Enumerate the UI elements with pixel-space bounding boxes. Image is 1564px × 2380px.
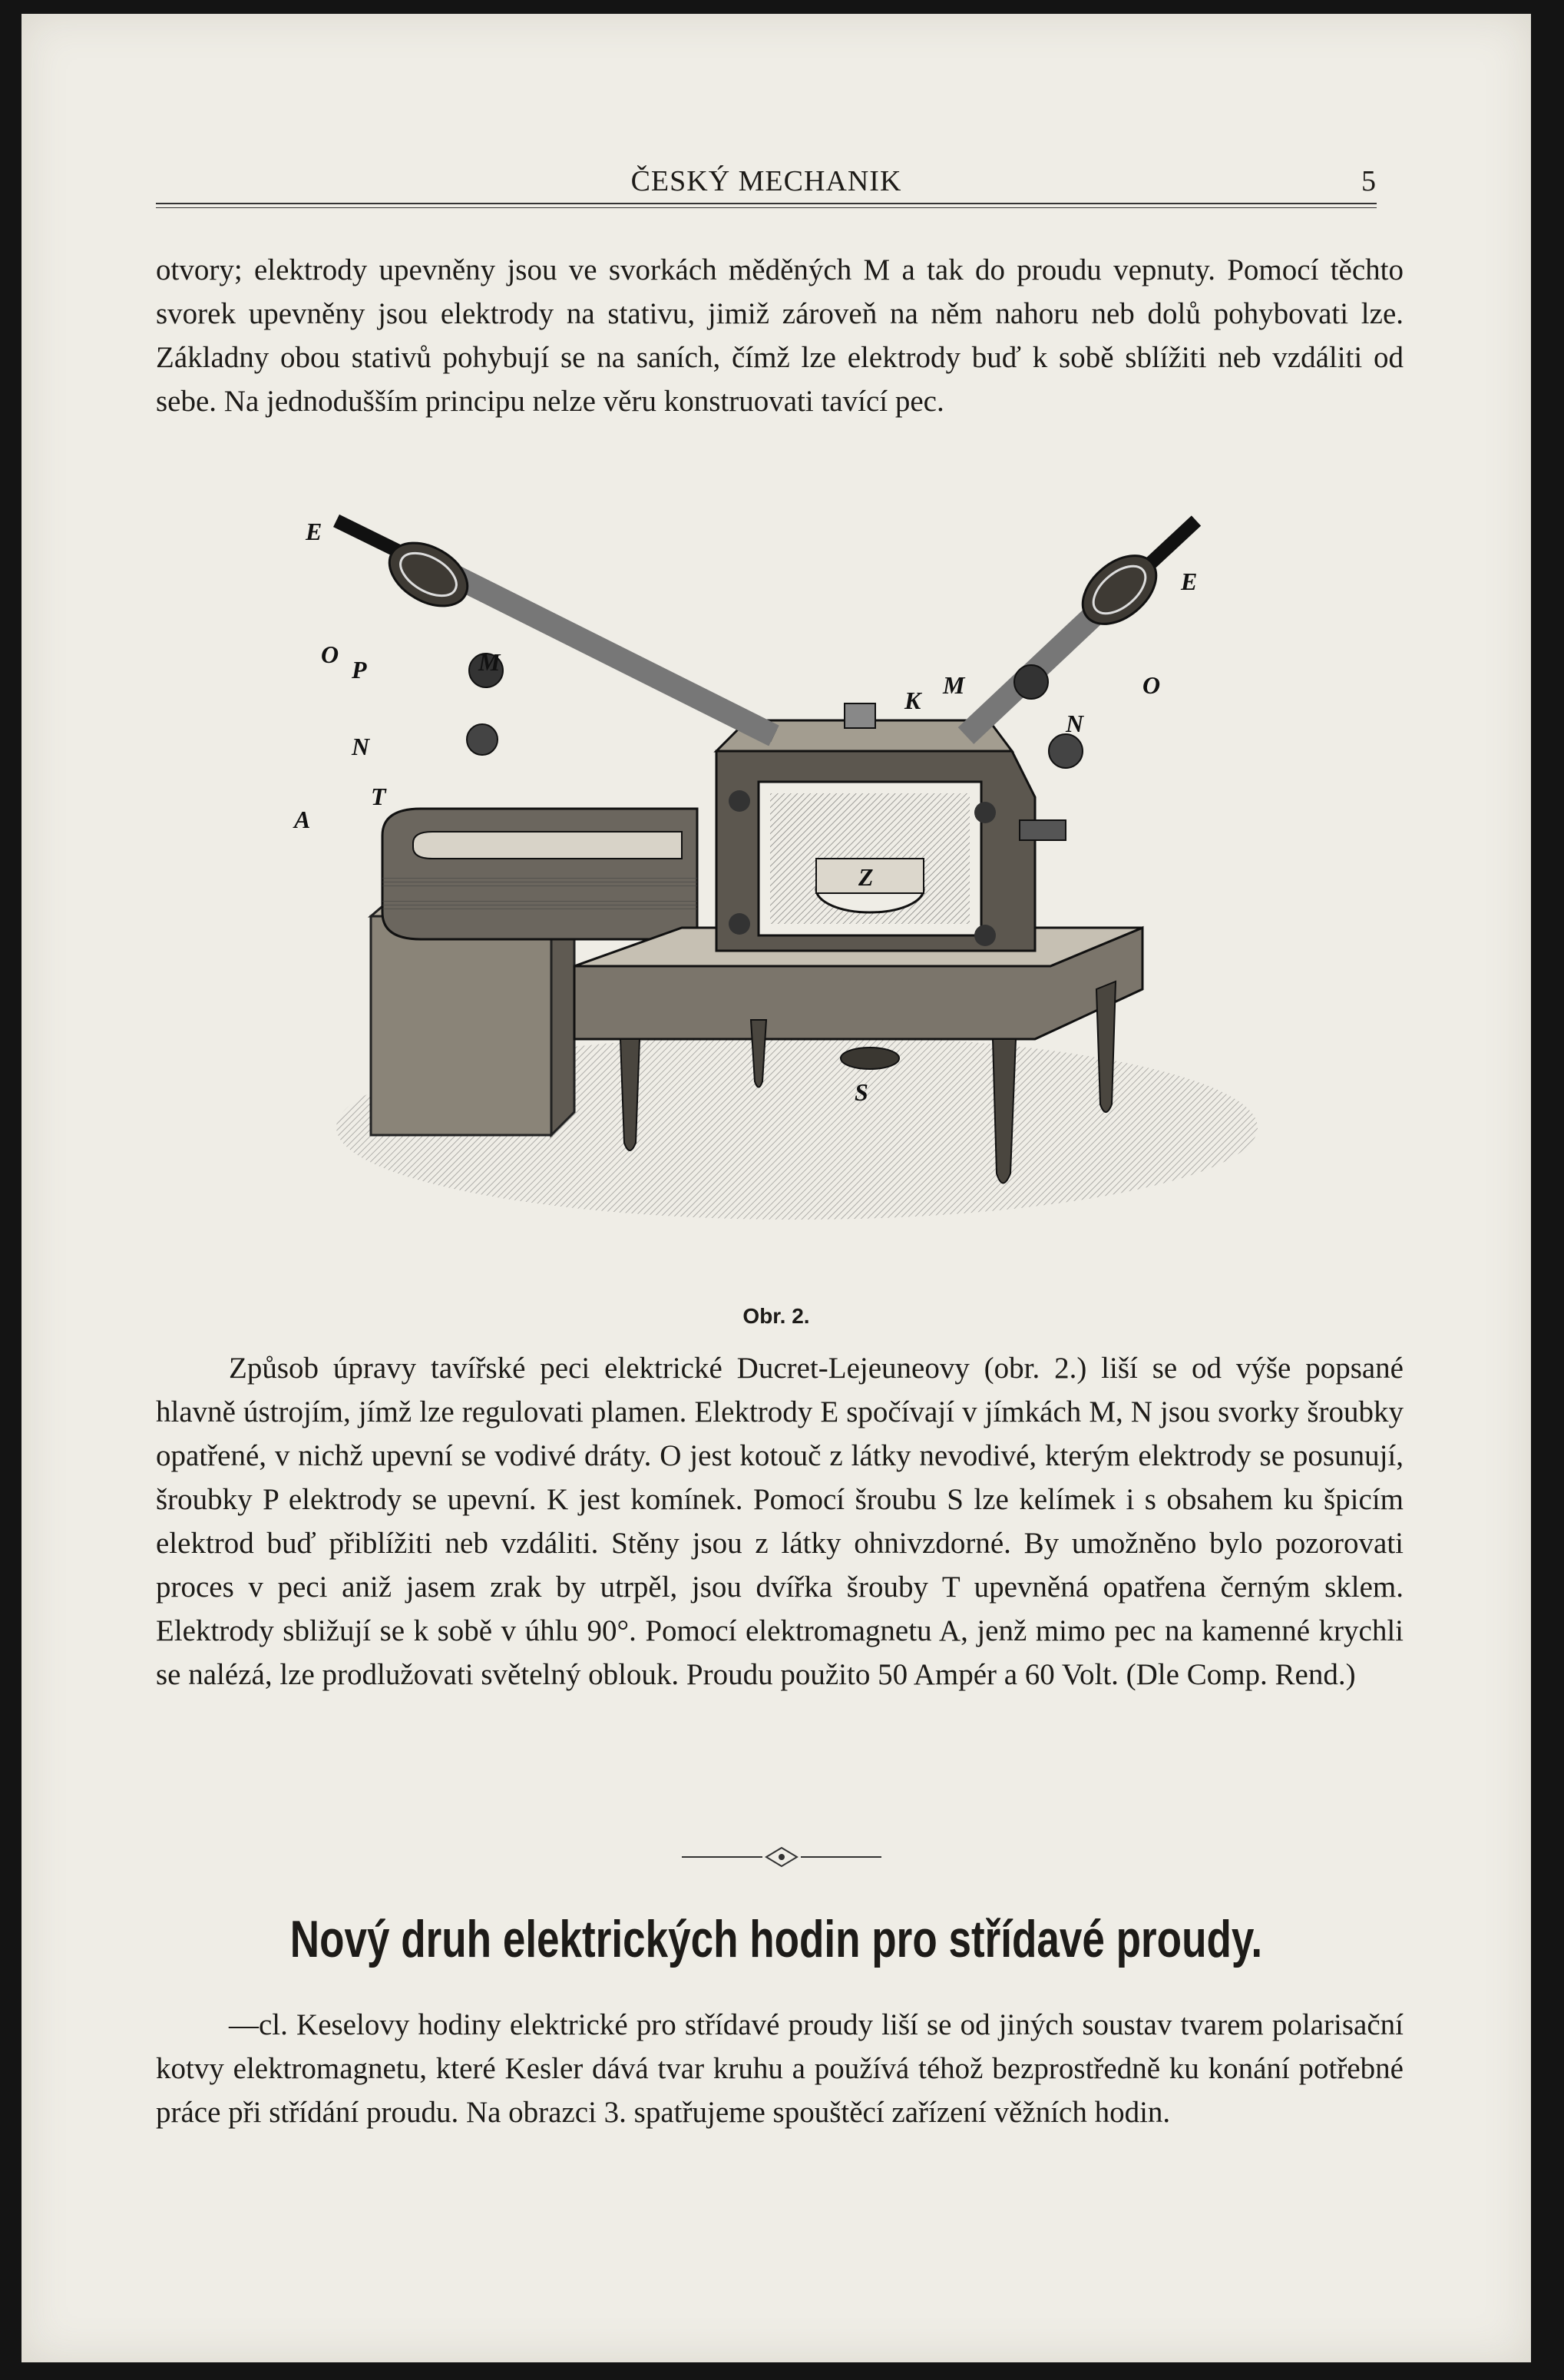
label-k: K [904,687,921,714]
paragraph-3-text: —cl. Keselovy hodiny elektrické pro střídavé proudy liší se od jiných soustav tvarem polarisační kotvy elektromagnetu, které Kesler dává tvar kruhu a používá téhož bezprostředně ku konání potřebné práce při střídání proudu. Na obrazci 3. spatřujeme spouštěcí zařízení věžních hodin. [156,2008,1404,2129]
label-o-right: O [1142,671,1161,699]
label-z: Z [858,863,874,891]
paragraph-1-text: otvory; elektrody upevněny jsou ve svorkách měděných M a tak do proudu vepnuty. Pomocí těchto svorek upevněny jsou elektrody na stativu, jimiž zároveň na něm nahoru neb dolů pohybovati lze. Základny obou stativů pohybují se na saních, čímž lze elektrody buď k sobě sblížiti neb vzdáliti od sebe. Na jednodušším principu nelze věru konstruovati tavící pec. [156,253,1404,418]
furnace-illustration [294,498,1250,1304]
label-m-left: M [478,648,501,676]
label-n-left: N [352,733,370,760]
label-o-left: O [321,641,339,668]
electromagnet [382,809,697,939]
header-title: ČESKÝ MECHANIK [630,165,902,197]
page-number: 5 [1361,165,1377,197]
label-n-right: N [1066,710,1084,737]
paragraph-1 [156,248,1404,423]
label-s: S [855,1078,868,1106]
label-t: T [371,783,386,810]
paragraph-3 [156,2003,1404,2134]
left-electrode [336,521,774,755]
header-rule-thin [156,207,1377,208]
paragraph-2-text: Způsob úpravy tavířské peci elektrické Ducret-Lejeuneovy (obr. 2.) liší se od výše popsané hlavně ústrojím, jímž lze regulovati plamen. Elektrody E spočívají v jímkách M, N jsou svorky šroubky opatřené, v nichž upevní se vodivé dráty. O jest kotouč z látky nevodivé, kterým elektrody se posunují, šroubky P elektrody se upevní. K jest komínek. Pomocí šroubu S lze kelímek i s obsahem ku špicím elektrod buď přiblížiti neb vzdáliti. Stěny jsou z látky ohnivzdorné. By umožněno bylo pozorovati proces v peci aniž jasem zrak by utrpěl, jsou dvířka šrouby T upevněná opatřena černým sklem. Elektrody sbližují se k sobě v úhlu 90°. Pomocí elektromagnetu A, jenž mimo pec na kamenné krychli se nalézá, lze prodlužovati světelný oblouk. Proudu použito 50 Ampér a 60 Volt. (Dle Comp. Rend.) [156,1352,1404,1691]
article-heading: Nový druh elektrických hodin pro střídavé proudy. [289,1910,1263,1968]
header-rule [156,203,1377,204]
label-e-right: E [1181,568,1198,595]
paragraph-2 [156,1346,1404,1696]
page [21,14,1531,2362]
label-e-left: E [306,518,322,545]
label-m-right: M [943,671,965,699]
figure-caption: Obr. 2. [742,1304,810,1328]
label-a: A [294,806,311,833]
label-p: P [352,656,367,684]
ornament-divider [682,1845,881,1869]
